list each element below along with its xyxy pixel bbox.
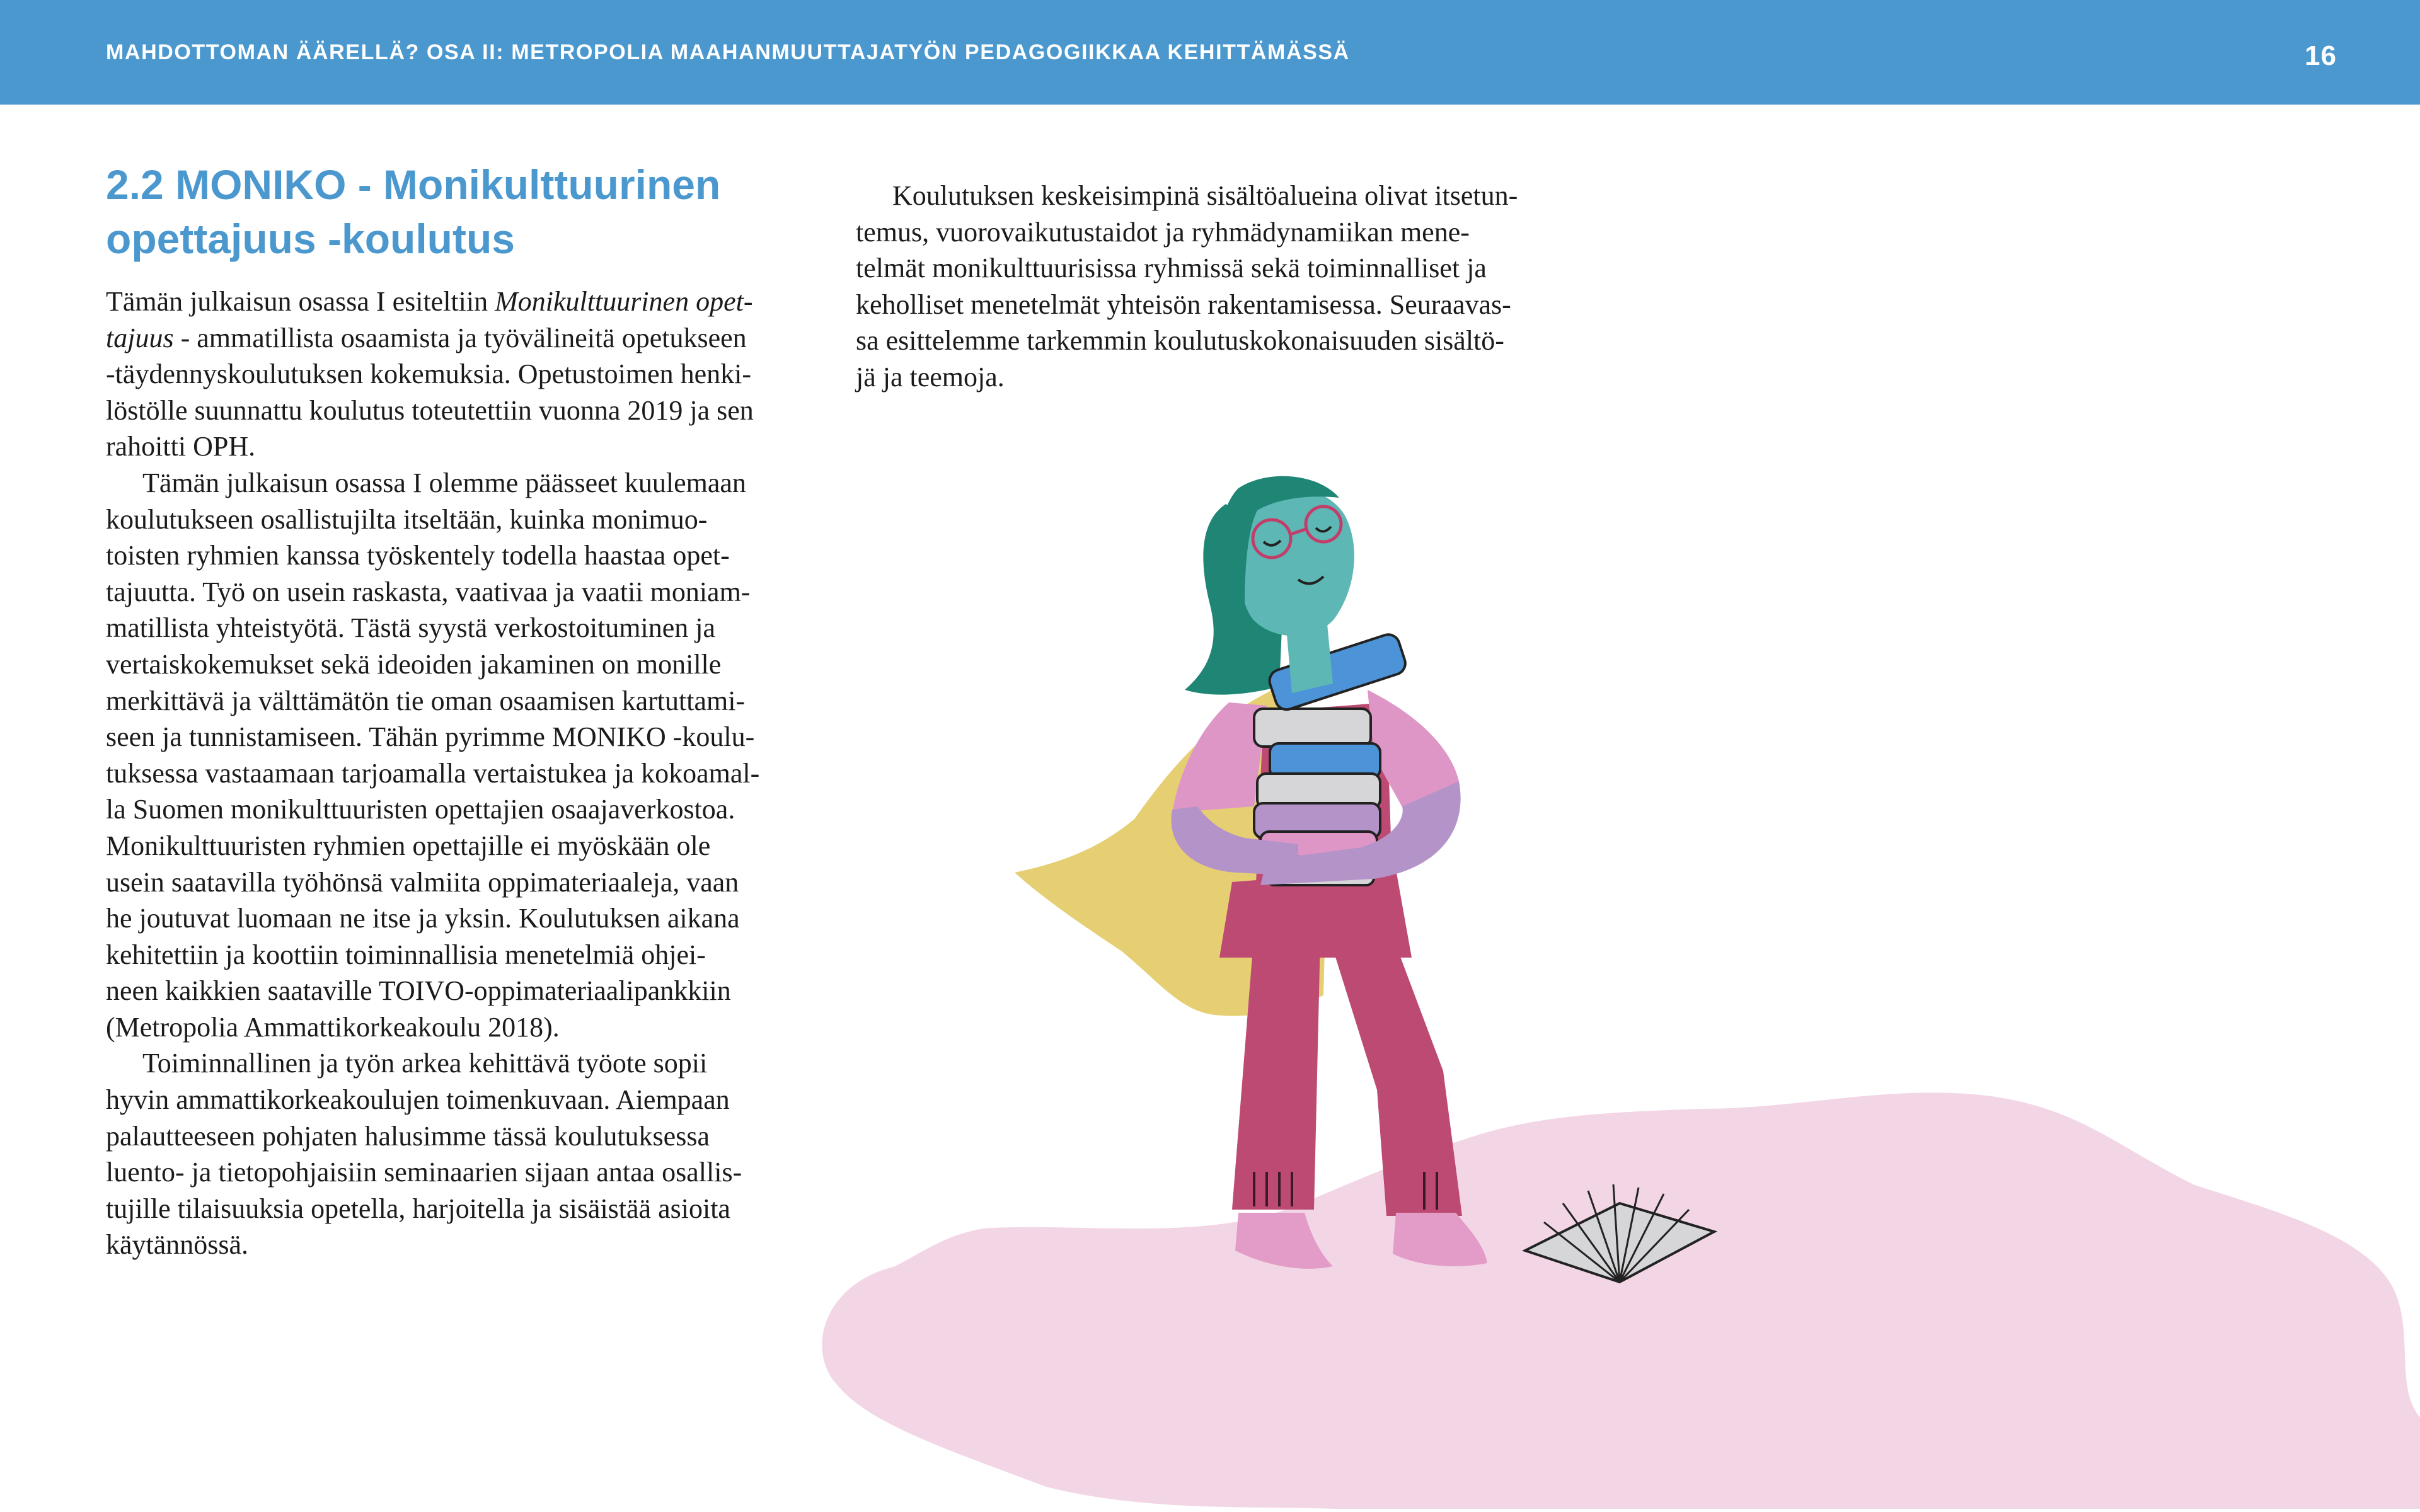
text-line: keholliset menetelmät yhteisön rakentamisessa. Seuraavas- xyxy=(856,289,1511,320)
text-line: löstölle suunnattu koulutus toteutettiin vuonna 2019 ja sen xyxy=(106,394,754,426)
paragraph-intro xyxy=(106,284,824,465)
header-bar xyxy=(0,0,2420,105)
text-line: jä ja teemoja. xyxy=(856,361,1005,392)
text-line: neen kaikkien saataville TOIVO-oppimateriaalipankkiin xyxy=(106,975,731,1007)
running-header-title: MAHDOTTOMAN ÄÄRELLÄ? OSA II: METROPOLIA MAAHANMUUTTAJATYÖN PEDAGOGIIKKAA KEHITTÄMÄSSÄ xyxy=(106,40,1350,64)
pants-right-leg xyxy=(1330,920,1462,1216)
text-line: luento- ja tietopohjaisiin seminaarien sijaan antaa osallis- xyxy=(106,1157,742,1188)
text-line: hyvin ammattikorkeakoulujen toimenkuvaan. Aiempaan xyxy=(106,1084,730,1116)
right-text-column xyxy=(856,178,1574,396)
section-heading-line: opettajuus -koulutus xyxy=(106,215,515,262)
illustration-teacher-with-books xyxy=(807,454,2420,1512)
text-line: Monikulttuuristen ryhmien opettajille ei myöskään ole xyxy=(106,830,711,861)
text-line: la Suomen monikulttuuristen opettajien osaajaverkostoa. xyxy=(106,794,735,825)
text-fragment: Tämän julkaisun osassa I esiteltiin xyxy=(106,286,495,317)
text-line: he joutuvat luomaan ne itse ja yksin. Koulutuksen aikana xyxy=(106,903,740,934)
text-line: Koulutuksen keskeisimpinä sisältöalueina olivat itsetun- xyxy=(892,180,1518,211)
text-line xyxy=(106,320,824,357)
text-line: -täydennyskoulutuksen kokemuksia. Opetustoimen henki- xyxy=(106,358,752,390)
page-number: 16 xyxy=(2305,40,2337,71)
publication-title-italic: tajuus xyxy=(106,322,174,353)
text-line: Toiminnallinen ja työn arkea kehittävä työote sopii xyxy=(142,1048,708,1079)
text-line: tajuutta. Työ on usein raskasta, vaativaa ja vaatii moniam- xyxy=(106,576,751,607)
text-line: Tämän julkaisun osassa I olemme päässeet kuulemaan xyxy=(142,467,746,498)
text-fragment: - ammatillista osaamista ja työvälineitä opetukseen xyxy=(173,322,747,353)
left-text-column xyxy=(106,284,824,1263)
section-heading xyxy=(106,158,862,266)
text-line: palautteeseen pohjaten halusimme tässä koulutuksessa xyxy=(106,1120,710,1152)
publication-title-italic: Monikulttuurinen opet- xyxy=(495,286,753,317)
text-line: merkittävä ja välttämätön tie oman osaamisen kartuttami- xyxy=(106,685,746,716)
pink-ground-blob xyxy=(822,1092,2420,1509)
text-line: sa esittelemme tarkemmin koulutuskokonaisuuden sisältö- xyxy=(856,325,1504,357)
text-line: tuksessa vastaamaan tarjoamalla vertaistukea ja kokoamal- xyxy=(106,757,760,789)
text-line: vertaiskokemukset sekä ideoiden jakaminen on monille xyxy=(106,648,722,680)
text-line: koulutukseen osallistujilta itseltään, kuinka monimuo- xyxy=(106,503,708,535)
text-line xyxy=(106,284,824,320)
paragraph-content-areas xyxy=(856,178,1574,396)
text-line: (Metropolia Ammattikorkeakoulu 2018). xyxy=(106,1011,560,1043)
text-line: käytännössä. xyxy=(106,1229,249,1261)
book-grey-1 xyxy=(1254,709,1371,747)
text-line: tujille tilaisuuksia opetella, harjoitella ja sisäistää asioita xyxy=(106,1193,730,1224)
section-heading-line: 2.2 MONIKO - Monikulttuurinen xyxy=(106,161,721,208)
paragraph-peer-support xyxy=(106,465,824,1046)
text-line: matillista yhteistyötä. Tästä syystä verkostoituminen ja xyxy=(106,612,716,644)
text-line: temus, vuorovaikutustaidot ja ryhmädynamiikan mene- xyxy=(856,216,1470,248)
text-line: kehitettiin ja koottiin toiminnallisia menetelmiä ohjei- xyxy=(106,939,706,970)
text-line: usein saatavilla työhönsä valmiita oppimateriaaleja, vaan xyxy=(106,866,739,898)
text-line: rahoitti OPH. xyxy=(106,431,256,462)
text-line: toisten ryhmien kanssa työskentely todella haastaa opet- xyxy=(106,540,730,571)
text-line: telmät monikulttuurisissa ryhmissä sekä toiminnalliset ja xyxy=(856,253,1487,284)
text-line: seen ja tunnistamiseen. Tähän pyrimme MONIKO -koulu- xyxy=(106,721,755,753)
paragraph-methods xyxy=(106,1045,824,1263)
